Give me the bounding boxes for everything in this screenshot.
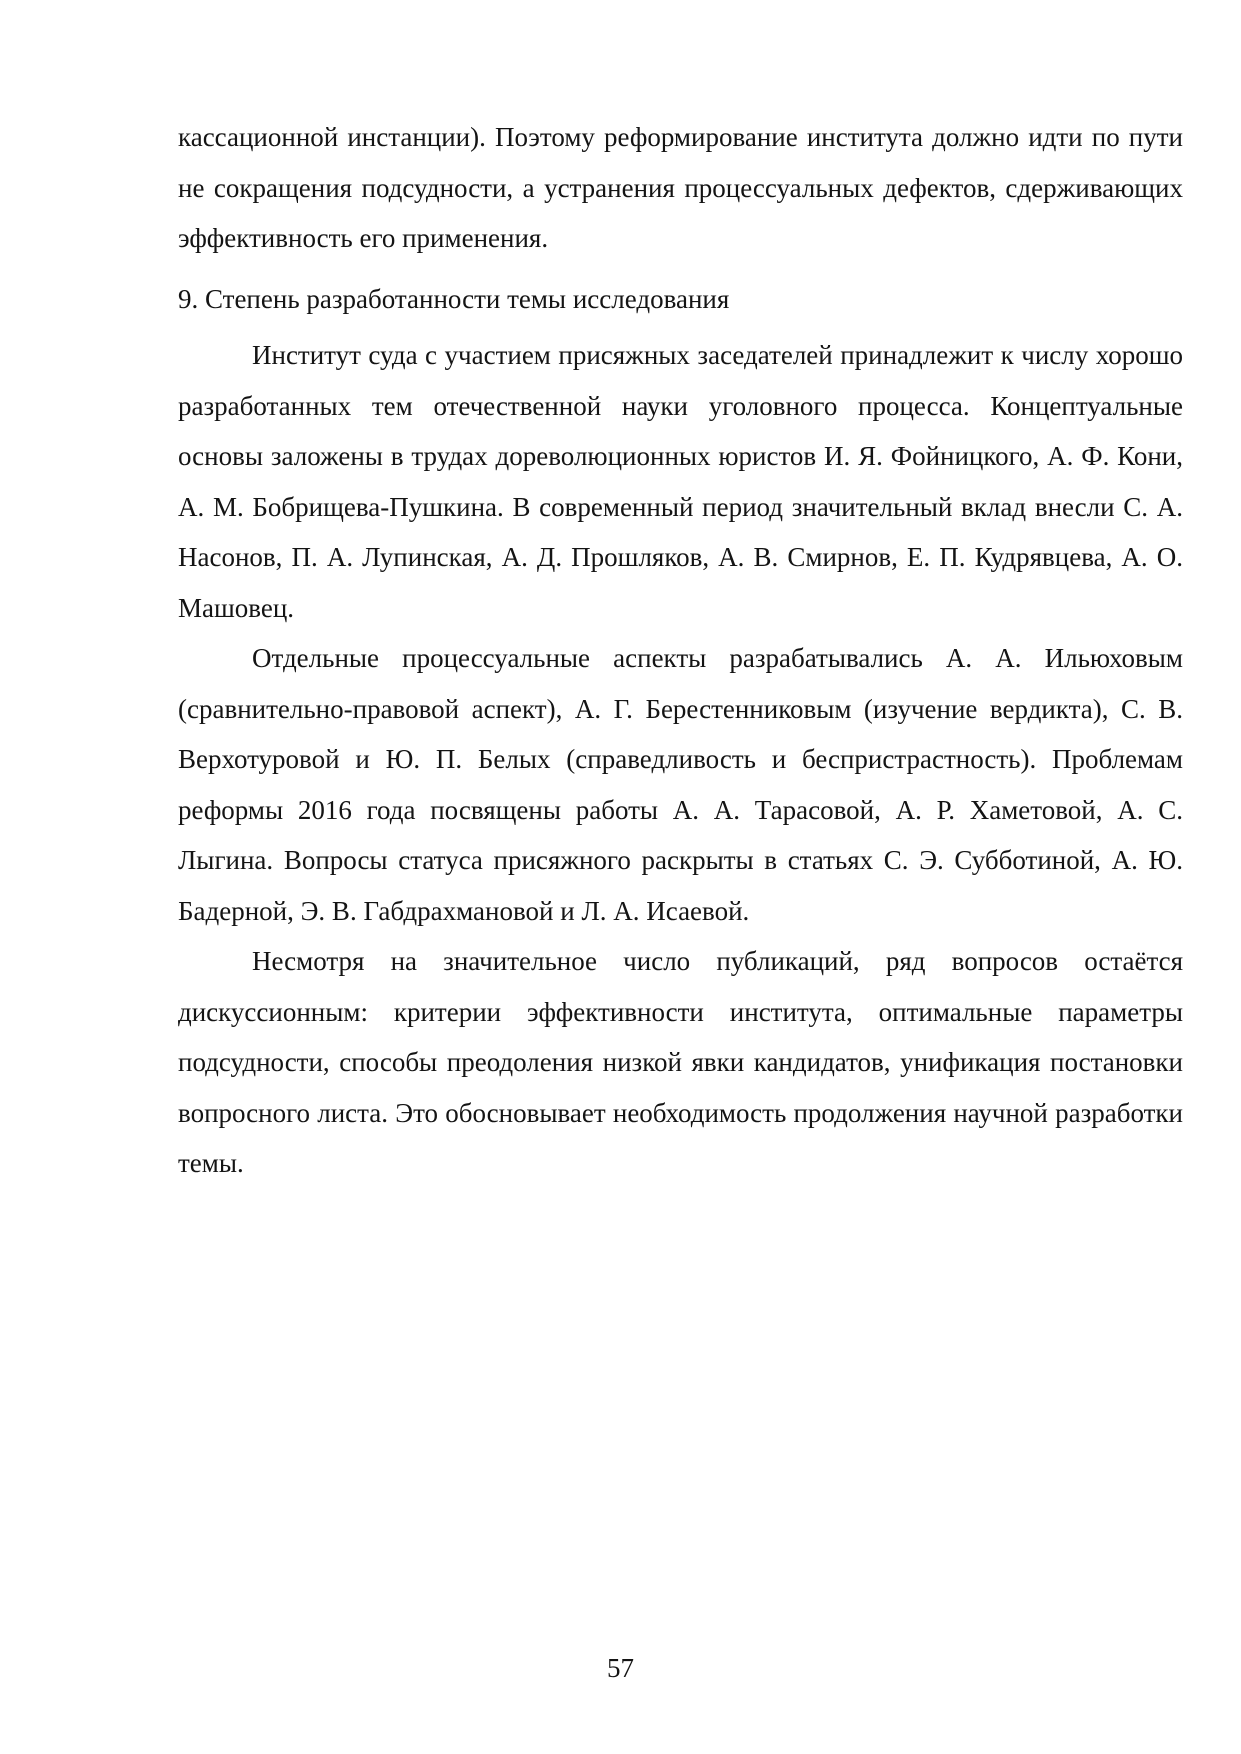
page-number: 57	[607, 1653, 634, 1683]
paragraph-3: Несмотря на значительное число публикаций, ряд вопросов остаётся дискуссионным: критерии эффективности института, оптимальные параметры подсудности, способы преодоления низкой явки кандидатов, унификация постановки вопросного листа. Это обосновывает необходимость продолжения научной разработки темы.	[178, 946, 1183, 1178]
paragraph-1: Институт суда с участием присяжных заседателей принадлежит к числу хорошо разработанных тем отечественной науки уголовного процесса. Концептуальные основы заложены в трудах дореволюционных юристов И. Я. Фойницкого, А. Ф. Кони, А. М. Бобрищева-Пушкина. В современный период значительный вклад внесли С. А. Насонов, П. А. Лупинская, А. Д. Прошляков, А. В. Смирнов, Е. П. Кудрявцева, А. О. Машовец.	[178, 340, 1183, 623]
paragraph-continuation: кассационной инстанции). Поэтому реформирование института должно идти по пути не сокращения подсудности, а устранения процессуальных дефектов, сдерживающих эффективность его применения.	[178, 122, 1183, 253]
page-body	[178, 112, 1183, 1189]
paragraph-2: Отдельные процессуальные аспекты разрабатывались А. А. Ильюховым (сравнительно-правовой аспект), А. Г. Берестенниковым (изучение вердикта), С. В. Верхотуровой и Ю. П. Белых (справедливость и беспристрастность). Проблемам реформы 2016 года посвящены работы А. А. Тарасовой, А. Р. Хаметовой, А. С. Лыгина. Вопросы статуса присяжного раскрыты в статьях С. Э. Субботиной, А. Ю. Бадерной, Э. В. Габдрахмановой и Л. А. Исаевой.	[178, 643, 1183, 926]
section-heading: 9. Степень разработанности темы исследования	[178, 283, 730, 314]
